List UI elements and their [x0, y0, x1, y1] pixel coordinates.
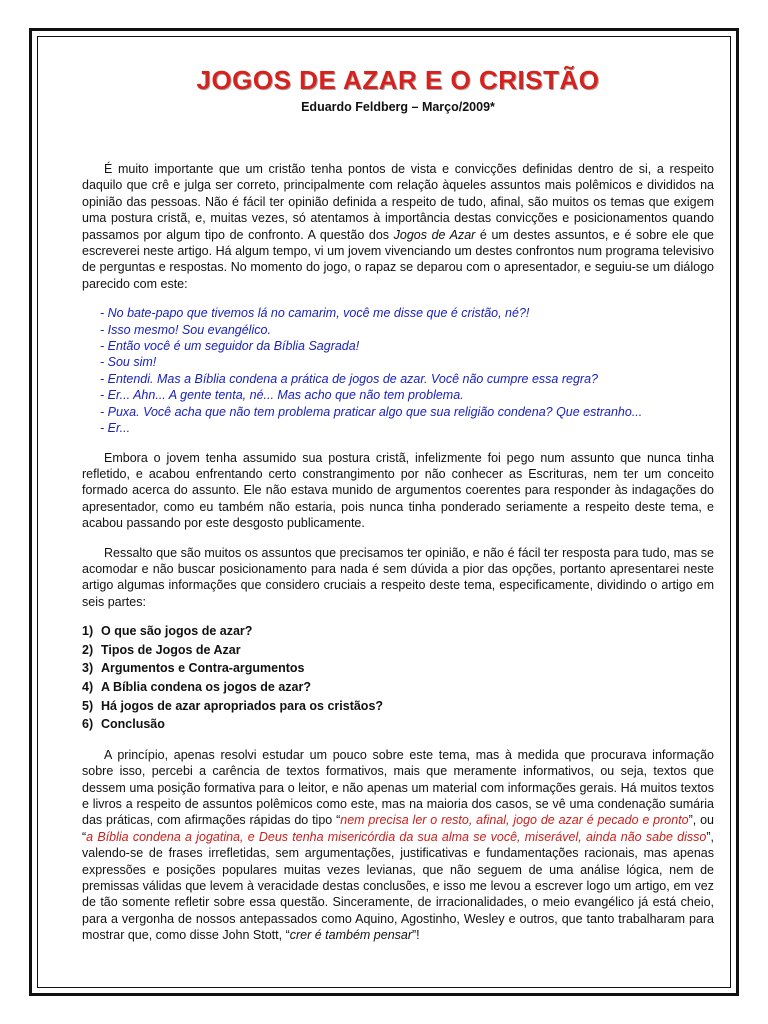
list-item-label: Há jogos de azar apropriados para os cristãos? — [101, 698, 384, 713]
list-item — [82, 659, 714, 678]
quote-red: a Bíblia condena a jogatina, e Deus tenha misericórdia da sua alma se você, miserável, ainda não sabe disso — [86, 829, 707, 844]
list-item — [82, 697, 714, 716]
paragraph-motivation — [82, 747, 714, 944]
paragraph-intro-rest: é um destes assuntos, e é sobre ele que escreverei neste artigo. Há algum tempo, vi um jovem vivenciando um destes confrontos num programa televisivo de perguntas e respostas. No momento do jogo, o rapaz se deparou com o apresentador, e seguiu-se um diálogo parecido com este: — [82, 227, 714, 291]
dialogue-line: - Isso mesmo! Sou evangélico. — [100, 322, 271, 337]
paragraph-motivation-text: ”! — [412, 928, 420, 943]
document-title: JOGOS DE AZAR E O CRISTÃO — [196, 65, 600, 95]
dialogue-line: - Então você é um seguidor da Bíblia Sagrada! — [100, 339, 360, 354]
paragraph-intro — [82, 161, 714, 292]
quote-italic: crer é também pensar — [289, 928, 413, 943]
list-item — [82, 641, 714, 660]
list-item-number: 3) — [82, 661, 94, 676]
article-parts-list — [82, 622, 714, 734]
list-item-number: 2) — [82, 642, 94, 657]
dialogue-line: - Entendi. Mas a Bíblia condena a prática de jogos de azar. Você não cumpre essa regra? — [100, 371, 598, 386]
paragraph-intro-text: É muito importante que um cristão tenha pontos de vista e convicções definidas dentro de si, a respeito daquilo que crê e julga ser correto, principalmente com relação àqueles assuntos mais polêmicos e divididos na opinião das pessoas. Não é fácil ter opinião definida a respeito de tudo, afinal, são muitos os temas que exigem uma postura cristã, e, muitas vezes, só atentamos à importância destas convicções e posicionamentos quando passamos por algum tipo de confronto. A questão dos — [82, 162, 714, 242]
dialogue-line: - Er... Ahn... A gente tenta, né... Mas acho que não tem problema. — [100, 388, 464, 403]
paragraph-intro-italic: Jogos de Azar — [393, 227, 476, 242]
dialogue-line: - No bate-papo que tivemos lá no camarim, você me disse que é cristão, né?! — [100, 306, 530, 321]
paragraph-reflection: Embora o jovem tenha assumido sua postura cristã, infelizmente foi pego num assunto que nunca tinha refletido, e acabou enfrentando certo constrangimento por não conhecer as Escrituras, nem ter um conceito formado acerca do assunto. Ele não estava munido de argumentos coerentes para responder às indagações do apresentador, como eu também não estaria, pois nunca tinha ponderado seriamente a respeito deste tema, e acabou passando por este desgosto publicamente. — [82, 450, 714, 531]
list-item-label: Argumentos e Contra-argumentos — [101, 661, 305, 676]
list-item-number: 5) — [82, 698, 94, 713]
quote-red: nem precisa ler o resto, afinal, jogo de azar é pecado e pronto — [340, 813, 689, 828]
list-item-number: 1) — [82, 624, 94, 639]
list-item-number: 6) — [82, 717, 94, 732]
list-item-number: 4) — [82, 679, 94, 694]
dialogue-line: - Sou sim! — [100, 355, 157, 370]
list-item — [82, 715, 714, 734]
paragraph-motivation-text: A princípio, apenas resolvi estudar um pouco sobre este tema, mas à medida que procurava informação sobre isso, percebi a carência de textos formativos, mais que meramente informativos, ou seja, textos que dessem uma posição formativa para o leitor, e não apenas um material com informações gerais. Há muitos textos e livros a respeito de assuntos polêmicos como este, mas na maioria dos casos, se vê uma condenação sumária das práticas, com afirmações rápidas do tipo “ — [82, 747, 714, 828]
dialogue-line: - Puxa. Você acha que não tem problema praticar algo que sua religião condena? Que estranho... — [100, 404, 643, 419]
paragraph-outline-intro: Ressalto que são muitos os assuntos que precisamos ter opinião, e não é fácil ter resposta para tudo, mas se acomodar e não buscar posicionamento para nada é sem dúvida a pior das opções, portanto apresentarei neste artigo algumas informações que considero cruciais a respeito deste tema, especificamente, dividindo o artigo em seis partes: — [82, 545, 714, 609]
author-line: Eduardo Feldberg – Março/2009* — [301, 100, 495, 114]
list-item-label: O que são jogos de azar? — [101, 624, 253, 639]
paragraph-motivation-text: ”, valendo-se de frases irrefletidas, sem argumentações, justificativas e fundamentações racionais, mas apenas expressões e posições populares muitas vezes levianas, que não seguem de uma análise lógica, nem de premissas válidas que levem à veracidade destas conclusões, e isso me levou a escrever logo um artigo, em vez de tão somente refletir sobre essa questão. Sinceramente, de irracionalidades, o meio evangélico já está cheio, para a vergonha de nossos antepassados como Aquino, Agostinho, Wesley e outros, que tanto trabalharam para mostrar que, como disse John Stott, “ — [82, 829, 714, 943]
paragraph-motivation-text: ”, ou “ — [82, 813, 715, 844]
dialogue-block — [100, 305, 714, 436]
list-item-label: Conclusão — [101, 717, 165, 732]
list-item — [82, 622, 714, 641]
list-item-label: Tipos de Jogos de Azar — [101, 642, 241, 657]
dialogue-line: - Er... — [100, 421, 131, 436]
document-body — [82, 64, 714, 944]
list-item — [82, 678, 714, 697]
list-item-label: A Bíblia condena os jogos de azar? — [101, 679, 311, 694]
